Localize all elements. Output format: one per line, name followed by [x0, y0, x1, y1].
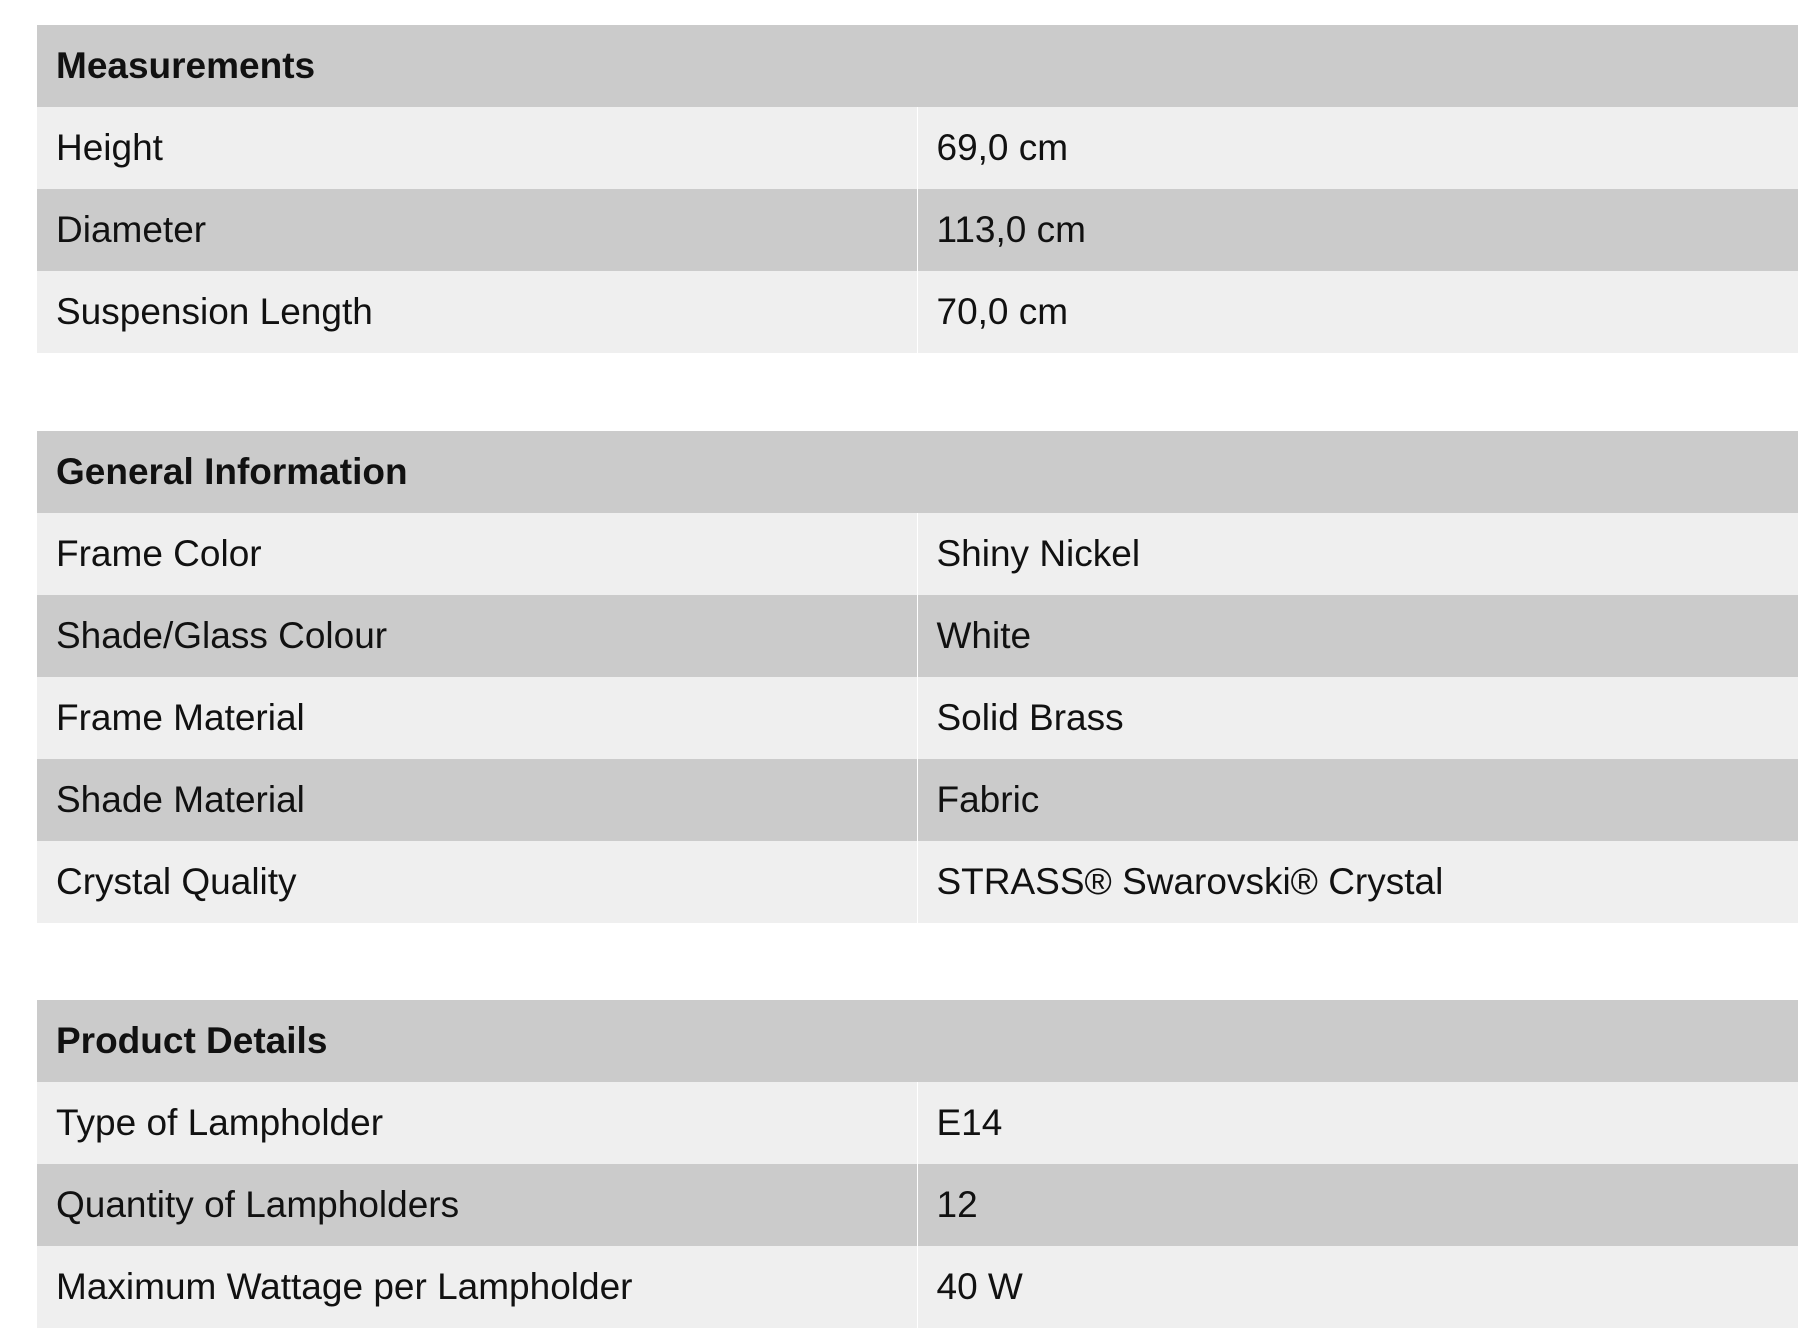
- spec-value: STRASS® Swarovski® Crystal: [917, 841, 1798, 923]
- spec-row-diameter: [37, 189, 1798, 271]
- spec-row-suspension-length: [37, 271, 1798, 353]
- spec-label: Shade Material: [37, 759, 917, 841]
- section-title-product-details: Product Details: [37, 1000, 1798, 1082]
- spec-value: Fabric: [917, 759, 1798, 841]
- spec-row-frame-color: [37, 513, 1798, 595]
- spec-value: 70,0 cm: [917, 271, 1798, 353]
- spec-label: Shade/Glass Colour: [37, 595, 917, 677]
- spec-row-type-of-lampholder: [37, 1082, 1798, 1164]
- section-header-row: [37, 1000, 1798, 1082]
- spec-value: Shiny Nickel: [917, 513, 1798, 595]
- spec-value: White: [917, 595, 1798, 677]
- spec-row-frame-material: [37, 677, 1798, 759]
- spec-value: 113,0 cm: [917, 189, 1798, 271]
- spec-label: Crystal Quality: [37, 841, 917, 923]
- spec-row-shade-material: [37, 759, 1798, 841]
- spec-label: Frame Material: [37, 677, 917, 759]
- spec-label: Maximum Wattage per Lampholder: [37, 1246, 917, 1328]
- spec-label: Type of Lampholder: [37, 1082, 917, 1164]
- spec-value: E14: [917, 1082, 1798, 1164]
- spec-row-height: [37, 107, 1798, 189]
- section-header-row: [37, 25, 1798, 107]
- spec-value: 12: [917, 1164, 1798, 1246]
- measurements-table: [37, 25, 1798, 353]
- section-title-general-information: General Information: [37, 431, 1798, 513]
- spec-label: Frame Color: [37, 513, 917, 595]
- spec-label: Quantity of Lampholders: [37, 1164, 917, 1246]
- spec-row-shade-glass-colour: [37, 595, 1798, 677]
- spec-value: 40 W: [917, 1246, 1798, 1328]
- spec-label: Suspension Length: [37, 271, 917, 353]
- spec-label: Diameter: [37, 189, 917, 271]
- spec-row-maximum-wattage: [37, 1246, 1798, 1328]
- spec-row-quantity-of-lampholders: [37, 1164, 1798, 1246]
- spec-row-crystal-quality: [37, 841, 1798, 923]
- section-header-row: [37, 431, 1798, 513]
- product-details-table: [37, 1000, 1798, 1328]
- spec-label: Height: [37, 107, 917, 189]
- section-title-measurements: Measurements: [37, 25, 1798, 107]
- spec-value: 69,0 cm: [917, 107, 1798, 189]
- general-information-table: [37, 431, 1798, 923]
- spec-value: Solid Brass: [917, 677, 1798, 759]
